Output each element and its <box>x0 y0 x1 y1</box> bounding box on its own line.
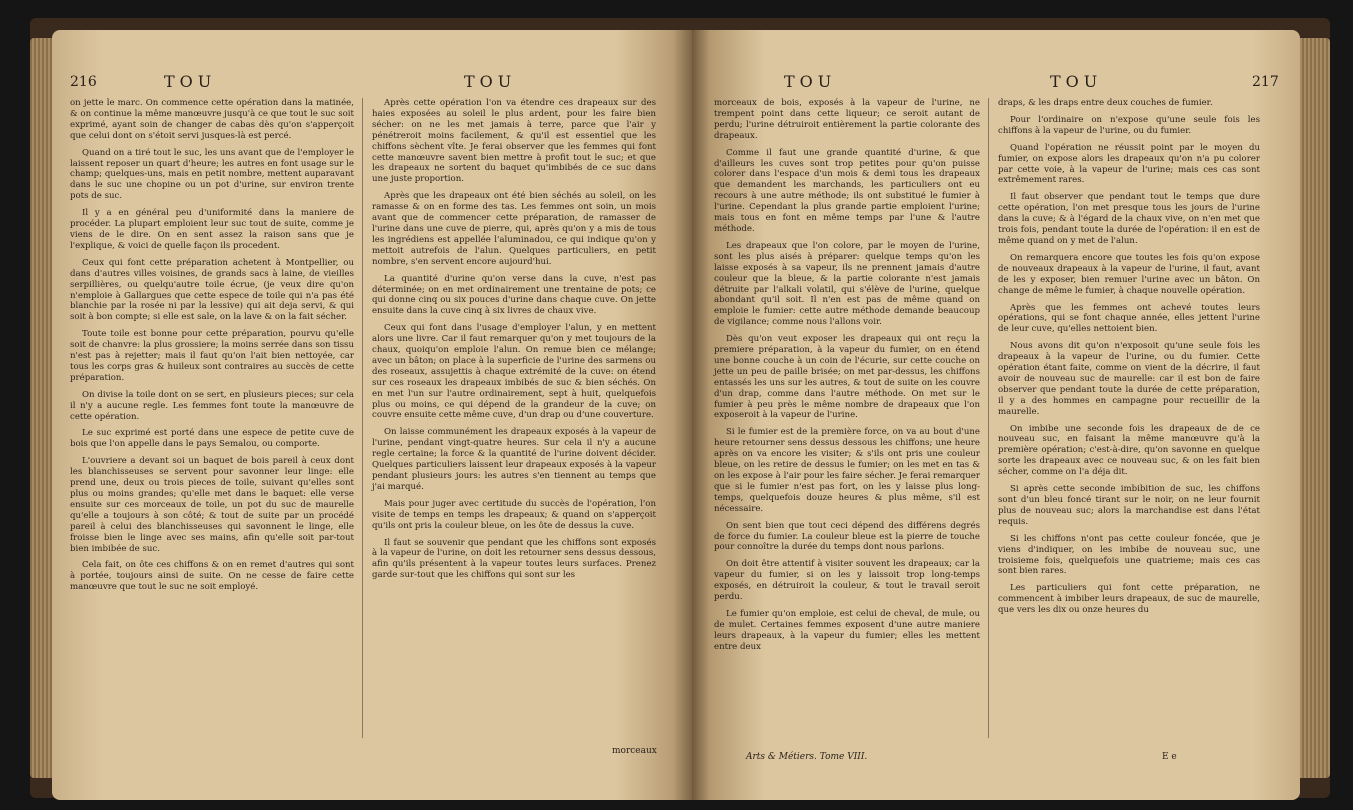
left-fore-edge <box>30 38 52 778</box>
right-running-head-left: TOU <box>784 72 837 91</box>
paragraph: On remarquera encore que toutes les fois qu'on expose de nouveaux drapeaux à la vapeur de l'urine, il faut, avant de les y exposer, bien remuer l'urine avec un bâton. On change de même le fumier, à chaque nouvelle opération. <box>998 252 1260 296</box>
left-column-divider <box>362 98 363 738</box>
right-fore-edge <box>1300 38 1330 778</box>
paragraph: L'ouvriere a devant soi un baquet de bois pareil à ceux dont les blanchisseuses se servent pour savonner leur linge: elle prend une, deux ou trois pieces de toile, suivant qu'elles sont plus ou moins grandes; qu'elle met dans le baquet: elle verse ensuite sur ces morceaux de toile, un pot du suc de maurelle qu'elle a toujours à son côté; & tout de suite par un procédé pareil à celui des blanchisseuses qui savonnent le linge, elle froisse bien le linge avec ses mains, afin qu'elle soit par-tout bien imbibée de suc. <box>70 456 354 554</box>
right-column-divider <box>988 98 989 738</box>
paragraph: Après cette opération l'on va étendre ces drapeaux sur des haies exposées au soleil le plus ardent, pour les faire bien sécher: on ne les met jamais à terre, parce que l'air y pénétreroit moins facilement, & qu'il est essentiel que les chiffons sèchent vîte. Je ferai observer que les femmes qui font cette manœuvre savent bien mettre à profit tout le suc; et que les drapeaux ne sortent du baquet qu'imbibés de ce suc dans une juste proportion. <box>372 98 656 185</box>
paragraph: Comme il faut une grande quantité d'urine, & que d'ailleurs les cuves sont trop petites pour qu'on puisse colorer dans l'espace d'un mois & demi tous les drapeaux que demandent les marchands, les particuliers ont eu recours à une autre méthode; ils ont substitué le fumier à l'urine. Cependant la plus grande partie emploient l'urine; mais tous en font en même temps par l'une & l'autre méthode. <box>714 147 980 234</box>
left-running-head-right: TOU <box>464 72 517 91</box>
open-book <box>30 18 1330 798</box>
paragraph: Le fumier qu'on emploie, est celui de cheval, de mule, ou de mulet. Certaines femmes exposent d'une autre maniere leurs drapeaux, à la vapeur du fumier; elles les mettent entre deux <box>714 608 980 652</box>
paragraph: On sent bien que tout ceci dépend des différens degrés de force du fumier. La couleur bleue est la pierre de touche pour connoître la durée du temps dont nous parlons. <box>714 520 980 553</box>
paragraph: Il faut se souvenir que pendant que les chiffons sont exposés à la vapeur de l'urine, on doit les retourner sens dessus dessous, afin qu'ils présentent à la vapeur toutes leurs surfaces. Prenez garde sur-tout que les chiffons qui sont sur les <box>372 537 656 581</box>
paragraph: Mais pour juger avec certitude du succès de l'opération, l'on visite de temps en temps les drapeaux; & quand on s'apperçoit qu'ils ont pris la couleur bleue, on les ôte de dessus la cuve. <box>372 498 656 531</box>
right-running-head-right: TOU <box>1050 72 1103 91</box>
paragraph: Le suc exprimé est porté dans une espece de petite cuve de bois que l'on appelle dans le pays Semalou, ou comporte. <box>70 428 354 450</box>
paragraph: Ceux qui font dans l'usage d'employer l'alun, y en mettent alors une livre. Car il faut remarquer qu'on y met toujours de la chaux, quoiqu'on emploie l'alun. On remue bien ce mélange; avec un bâton; on place à la superficie de l'urine des sarmens ou des roseaux, assujettis à chaque extrémité de la cuve: on étend sur ces roseaux les drapeaux imbibés de suc & bien séchés. On en met l'un sur l'autre ordinairement, sept à huit, quelquefois plus ou moins, ce qui dépend de la grandeur de la cuve; on couvre ensuite cette même cuve, d'un drap ou d'une couverture. <box>372 323 656 421</box>
right-page <box>692 30 1300 800</box>
right-page-column-2 <box>998 98 1260 622</box>
paragraph: Nous avons dit qu'on n'exposoit qu'une seule fois les drapeaux à la vapeur de l'urine, ou du fumier. Cette opération étant faite, comme on vient de la décrire, il faut avoir de nouveau suc de maurelle: car il est bon de faire observer que pendant toute la durée de cette préparation, il y a des hommes en campagne pour recueillir de la maurelle. <box>998 341 1260 417</box>
footer-volume: Arts & Métiers. Tome VIII. <box>746 752 868 762</box>
paragraph: Les particuliers qui font cette préparation, ne commencent à imbiber leurs drapeaux, de suc de maurelle, que vers les dix ou onze heures du <box>998 583 1260 616</box>
paragraph: draps, & les draps entre deux couches de fumier. <box>998 98 1213 108</box>
paragraph: Toute toile est bonne pour cette préparation, pourvu qu'elle soit de chanvre: la plus grossiere; la moins serrée dans son tissu n'est pas à rejetter; mais il faut qu'on l'ait bien nettoyée, car tous les corps gras & huileux sont contraires au succès de cette préparation. <box>70 329 354 383</box>
left-page <box>52 30 692 800</box>
paragraph: Ceux qui font cette préparation achetent à Montpellier, ou dans d'autres villes voisines, de grands sacs à laine, de vieilles serpillières, ou quelqu'autre toile écrue, (je veux dire qu'on n'emploie à Gallargues que cette espece de toile qui n'a pas été blanchie par la rosée ni par la lessive) qui ait deja servi, & qui soit à bon compte; si elle est sale, on la lave & on la fait sécher. <box>70 257 354 323</box>
paragraph: Pour l'ordinaire on n'expose qu'une seule fois les chiffons à la vapeur de l'urine, ou du fumier. <box>998 114 1260 136</box>
left-page-column-1 <box>70 98 354 599</box>
paragraph: on jette le marc. On commence cette opération dans la matinée, & on continue la même manœuvre jusqu'à ce que tout le suc soit exprimé, ayant soin de changer de cabas dès qu'on s'apperçoit que celui dont on s'étoit servi jusques-là est percé. <box>70 98 354 141</box>
paragraph: Si après cette seconde imbibition de suc, les chiffons sont d'un bleu foncé tirant sur le noir, on ne leur fournit plus de nouveau suc; alors la marchandise est dans l'état requis. <box>998 484 1260 527</box>
paragraph: Les drapeaux que l'on colore, par le moyen de l'urine, sont les plus aisés à préparer: quelque temps qu'on les laisse exposés à sa vapeur, ils ne prennent jamais d'autre couleur que la bleue, & la partie colorante n'est jamais détruite par l'alkali volatil, qui s'élève de l'urine, quelque abondant qu'il soit. Il n'en est pas de même quand on emploie le fumier: cette autre méthode demande beaucoup de vigilance; comme nous l'allons voir. <box>714 240 980 328</box>
paragraph: On laisse communément les drapeaux exposés à la vapeur de l'urine, pendant vingt-quatre heures. Sur cela il n'y a aucune regle certaine; la force & la quantité de l'urine doivent décider. Quelques particuliers laissent leur drapeaux exposés à la vapeur pendant plusieurs jours: les autres s'en tiennent au temps que j'ai marqué. <box>372 427 656 492</box>
left-page-number: 216 <box>70 74 97 90</box>
right-page-number: 217 <box>1252 74 1279 90</box>
catchword: morceaux <box>612 746 657 756</box>
paragraph: Dès qu'on veut exposer les drapeaux qui ont reçu la premiere préparation, à la vapeur du fumier, on en étend une bonne couche à un coin de l'écurie, sur cette couche on jette un peu de paille brisée; on met par-dessus, les chiffons entassés les uns sur les autres, & tout de suite on les couvre d'un drap, comme dans l'autre méthode. On met sur le fumier à peu près le même nombre de drapeaux que l'on exposeroit à la vapeur de l'urine. <box>714 334 980 421</box>
paragraph: On doit être attentif à visiter souvent les drapeaux; car la vapeur du fumier, si on les y laissoit trop long-temps exposés, en détruiroit la couleur, & tout le travail seroit perdu. <box>714 559 980 603</box>
paragraph: Après que les drapeaux ont été bien séchés au soleil, on les ramasse & on en forme des tas. Les femmes ont soin, un mois avant que de commencer cette préparation, de ramasser de l'urine dans une cuve de pierre, qui, après qu'on y a mis de tous les ingrédiens est appellée l'aluminadou, ce qui indique qu'on y mettoit autrefois de l'alun. Quelques particuliers, en petit nombre, s'en servent encore aujourd'hui. <box>372 191 656 267</box>
paragraph: Si les chiffons n'ont pas cette couleur foncée, que je viens d'indiquer, on les imbibe de nouveau suc, une troisieme fois, quelquefois une quatrieme; mais ces cas sont bien rares. <box>998 533 1260 577</box>
paragraph: On divise la toile dont on se sert, en plusieurs pieces; sur cela il n'y a aucune regle. Les femmes font toute la manœuvre de cette opération. <box>70 389 354 422</box>
paragraph: Cela fait, on ôte ces chiffons & on en remet d'autres qui sont à portée, toujours ainsi de suite. On ne cesse de faire cette manœuvre que tout le suc ne soit employé. <box>70 560 354 593</box>
paragraph: La quantité d'urine qu'on verse dans la cuve, n'est pas déterminée; on en met ordinairement une trentaine de pots; ce qui donne cinq ou six pouces d'urine dans chaque cuve. On jette ensuite dans la cuve cinq à six livres de chaux vive. <box>372 273 656 317</box>
paragraph: Il faut observer que pendant tout le temps que dure cette opération, l'on met presque tous les jours de l'urine dans la cuve; & à l'égard de la chaux vive, on n'en met que trois fois, pendant toute la durée de l'opération: il en est de même quand on y met de l'alun. <box>998 192 1260 246</box>
left-running-head-left: TOU <box>164 72 217 91</box>
paragraph: morceaux de bois, exposés à la vapeur de l'urine, ne trempent point dans cette liqueur; ce seroit autant de perdu; l'urine détruiroit entièrement la partie colorante des drapeaux. <box>714 98 980 141</box>
paragraph: Quand l'opération ne réussit point par le moyen du fumier, on expose alors les drapeaux qu'on n'a pu colorer par cette voie, à la vapeur de l'urine; mais ces cas sont extrêmement rares. <box>998 142 1260 186</box>
left-page-column-2 <box>372 98 656 587</box>
paragraph: Si le fumier est de la première force, on va au bout d'une heure retourner sens dessus dessous les chiffons; une heure après on va encore les visiter; & s'ils ont pris une couleur bleue, on les retire de dessus le fumier; on les met en tas & on les expose à l'air pour les faire sécher. Je ferai remarquer que si le fumier n'est pas fort, on les y laisse plus long-temps, quelquefois douze heures & plus même, s'il est nécessaire. <box>714 427 980 514</box>
paragraph: Quand on a tiré tout le suc, les uns avant que de l'employer le laissent reposer un quart d'heure; les autres en font usage sur le champ; quelques-uns, mais en petit nombre, mettent auparavant dans le suc une chopine ou un pot d'urine, sur environ trente pots de suc. <box>70 147 354 202</box>
paragraph: On imbibe une seconde fois les drapeaux de de ce nouveau suc, en faisant la même manœuvre qu'à la première opération; c'est-à-dire, qu'on savonne en quelque sorte les drapeaux avec ce nouveau suc, & on les fait bien sécher, comme on l'a déja dit. <box>998 423 1260 478</box>
right-page-column-1 <box>714 98 980 659</box>
paragraph: Il y a en général peu d'uniformité dans la maniere de procéder. La plupart emploient leur suc tout de suite, comme je viens de le dire. On en sent assez la raison sans que je l'explique, & voici de quelle façon ils procedent. <box>70 208 354 251</box>
signature-mark: E e <box>1162 752 1177 762</box>
paragraph: Après que les femmes ont achevé toutes leurs opérations, qui se font chaque année, elles jettent l'urine de leur cuve, qu'elles nettoient bien. <box>998 302 1260 335</box>
